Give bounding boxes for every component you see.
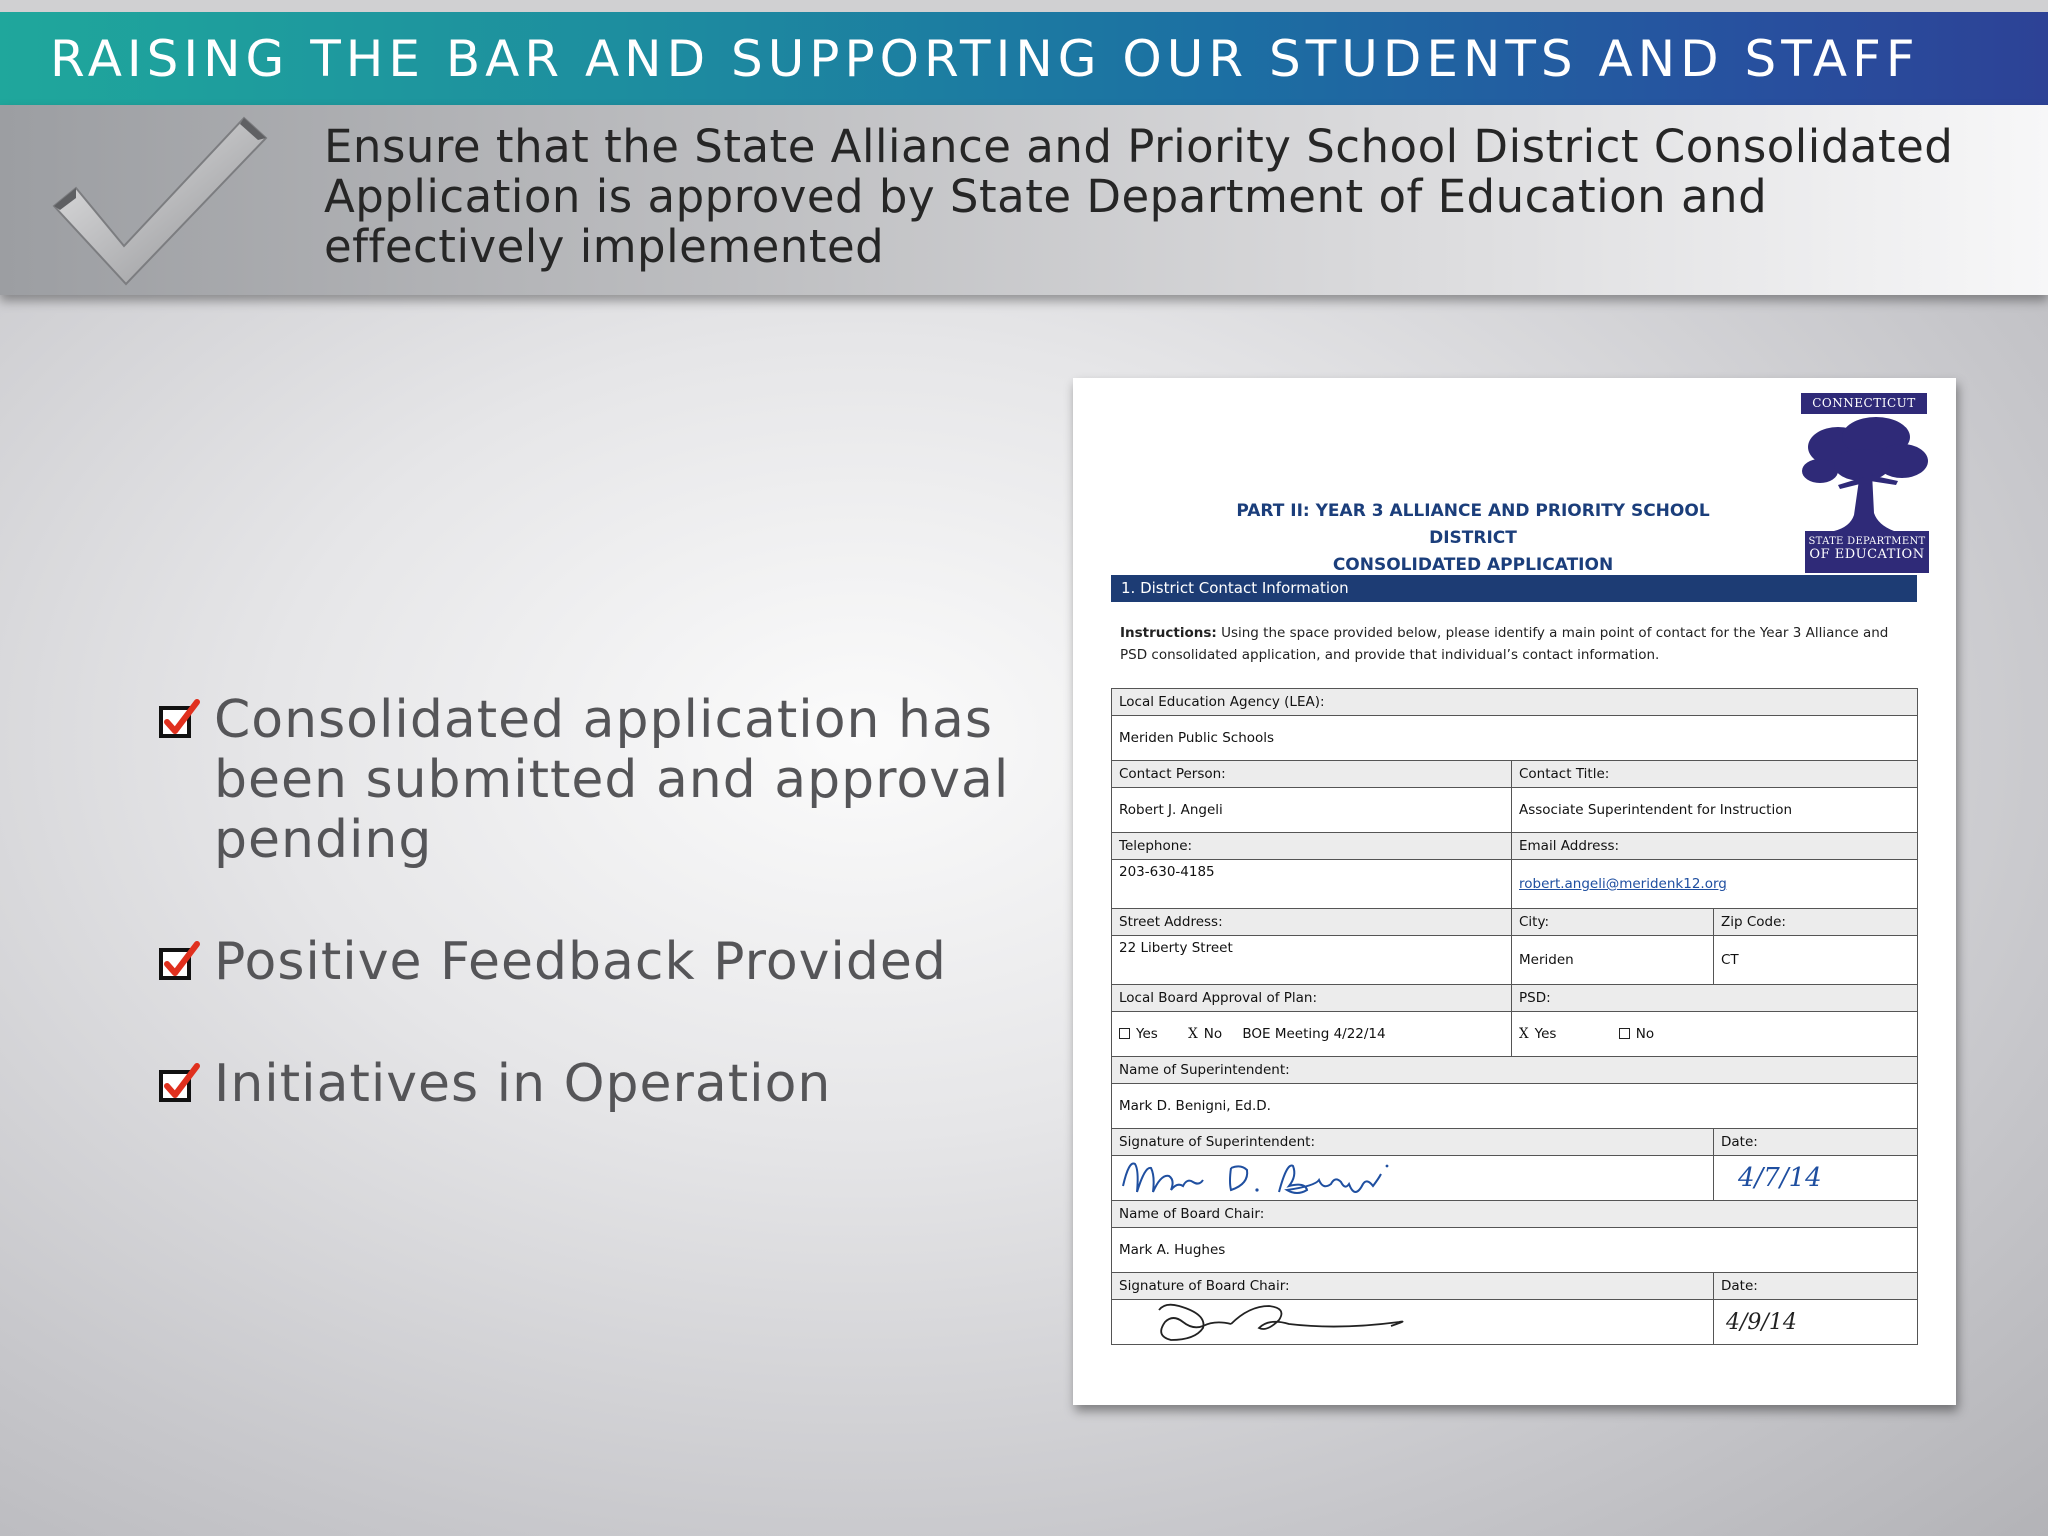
seal-line2: OF EDUCATION (1809, 547, 1925, 562)
seal-line1: STATE DEPARTMENT (1808, 536, 1926, 547)
red-checkbox-icon (158, 940, 202, 984)
board-yes-label: Yes (1136, 1026, 1158, 1042)
superintendent-name-value: Mark D. Benigni, Ed.D. (1112, 1084, 1918, 1129)
banner-title: RAISING THE BAR AND SUPPORTING OUR STUDENTS AND STAFF (50, 29, 1920, 88)
psd-yes-label: Yes (1534, 1026, 1557, 1042)
application-document (1073, 378, 1956, 1405)
email-value-cell (1512, 860, 1918, 909)
board-chair-signature-label: Signature of Board Chair: (1112, 1273, 1714, 1300)
title-banner (0, 12, 2048, 105)
board-chair-name-label: Name of Board Chair: (1112, 1201, 1918, 1228)
telephone-value: 203-630-4185 (1112, 860, 1512, 909)
board-no-label: No (1203, 1026, 1223, 1042)
tree-logo-icon (1798, 415, 1933, 533)
bullet-item (158, 690, 1038, 870)
bullet-list (158, 690, 1038, 1176)
email-label: Email Address: (1512, 833, 1918, 860)
psd-yes-mark: X (1519, 1026, 1529, 1042)
lea-value: Meriden Public Schools (1112, 716, 1918, 761)
superintendent-date-cell (1714, 1156, 1918, 1201)
document-title (1223, 498, 1723, 579)
telephone-label: Telephone: (1112, 833, 1512, 860)
bullet-text: Positive Feedback Provided (214, 932, 947, 992)
red-checkbox-icon (158, 698, 202, 742)
superintendent-date-value: 4/7/14 (1738, 1163, 1822, 1193)
board-approval-label: Local Board Approval of Plan: (1112, 985, 1512, 1012)
seal-base (1805, 531, 1929, 573)
board-chair-name-value: Mark A. Hughes (1112, 1228, 1918, 1273)
email-link[interactable]: robert.angeli@meridenk12.org (1519, 876, 1727, 892)
bullet-item (158, 1054, 1038, 1114)
large-checkmark-icon (48, 112, 278, 292)
bullet-item (158, 932, 1038, 992)
contact-person-value: Robert J. Angeli (1112, 788, 1512, 833)
document-title-line1: PART II: YEAR 3 ALLIANCE AND PRIORITY SCHOOL DISTRICT (1236, 501, 1710, 548)
superintendent-signature-image (1119, 1156, 1479, 1200)
bullet-text: Initiatives in Operation (214, 1054, 832, 1114)
document-title-line2: CONSOLIDATED APPLICATION (1332, 555, 1614, 575)
superintendent-name-label: Name of Superintendent: (1112, 1057, 1918, 1084)
street-label: Street Address: (1112, 909, 1512, 936)
board-yes-checkbox (1119, 1028, 1130, 1039)
board-yes-option (1119, 1026, 1158, 1042)
instructions-label: Instructions: (1120, 625, 1217, 641)
contact-form (1111, 688, 1918, 1345)
psd-yes-option (1519, 1026, 1556, 1042)
superintendent-signature-label: Signature of Superintendent: (1112, 1129, 1714, 1156)
board-no-option (1188, 1026, 1222, 1042)
psd-options (1512, 1012, 1918, 1057)
psd-no-checkbox (1619, 1028, 1630, 1039)
psd-label: PSD: (1512, 985, 1918, 1012)
ct-education-seal (1798, 393, 1933, 573)
board-no-mark: X (1188, 1026, 1198, 1042)
psd-no-label: No (1635, 1026, 1655, 1042)
lea-label: Local Education Agency (LEA): (1112, 689, 1918, 716)
contact-person-label: Contact Person: (1112, 761, 1512, 788)
section-header: 1. District Contact Information (1111, 575, 1917, 602)
board-chair-signature-image (1119, 1300, 1479, 1344)
street-value: 22 Liberty Street (1112, 936, 1512, 985)
contact-title-value: Associate Superintendent for Instruction (1512, 788, 1918, 833)
goal-text: Ensure that the State Alliance and Priority School District Consolidated Application is approved by State Department of Education and effectively implemented (324, 120, 1954, 273)
zip-label: Zip Code: (1714, 909, 1918, 936)
board-chair-date-cell (1714, 1300, 1918, 1345)
top-strip (0, 0, 2048, 12)
city-value: Meriden (1512, 936, 1714, 985)
psd-no-option (1619, 1026, 1654, 1042)
superintendent-date-label: Date: (1714, 1129, 1918, 1156)
superintendent-signature (1112, 1156, 1714, 1201)
zip-value: CT (1714, 936, 1918, 985)
seal-top-text: CONNECTICUT (1801, 393, 1927, 414)
board-chair-signature (1112, 1300, 1714, 1345)
instructions (1120, 622, 1910, 666)
board-approval-options (1112, 1012, 1512, 1057)
board-note: BOE Meeting 4/22/14 (1242, 1026, 1386, 1042)
red-checkbox-icon (158, 1062, 202, 1106)
board-chair-date-value: 4/9/14 (1726, 1309, 1797, 1335)
instructions-text: Using the space provided below, please identify a main point of contact for the Year 3 Alliance and PSD consolidated application, and provide that individual’s contact information. (1120, 625, 1889, 663)
board-chair-date-label: Date: (1714, 1273, 1918, 1300)
contact-title-label: Contact Title: (1512, 761, 1918, 788)
city-label: City: (1512, 909, 1714, 936)
bullet-text: Consolidated application has been submitted and approval pending (214, 690, 1010, 870)
